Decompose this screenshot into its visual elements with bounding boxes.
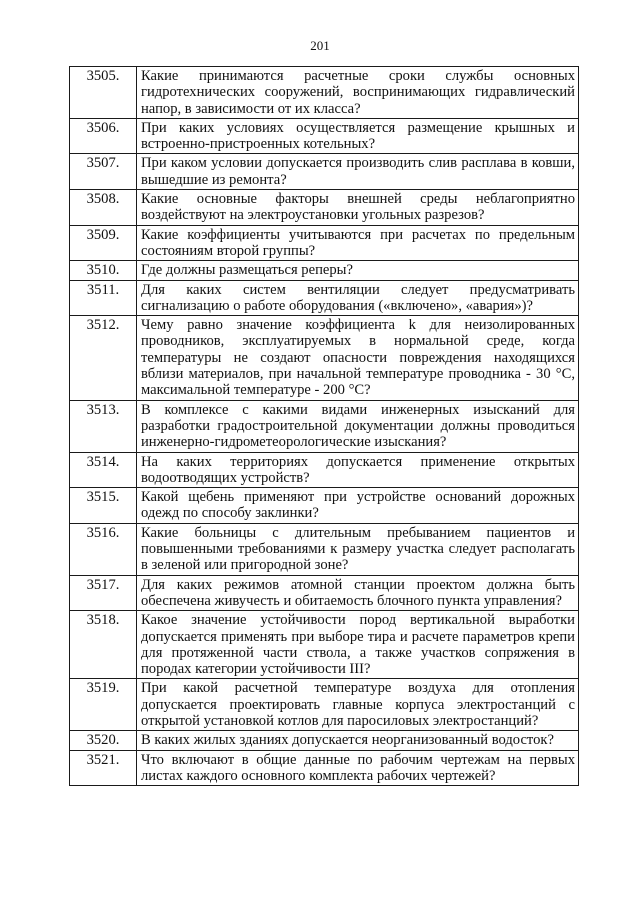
page-number: 201 [310,38,330,53]
table-row [70,731,579,750]
question-text: При каком условии допускается производить слив расплава в ковши, вышедшие из ремонта? [137,154,579,190]
table-row [70,679,579,731]
question-number: 3507. [70,154,137,190]
table-row [70,67,579,119]
table-row [70,523,579,575]
table-row [70,280,579,316]
table-row [70,316,579,400]
question-number: 3519. [70,679,137,731]
table-row [70,488,579,524]
question-text: Что включают в общие данные по рабочим чертежам на первых листах каждого основного комплекта рабочих чертежей? [137,750,579,786]
question-number: 3509. [70,225,137,261]
question-number: 3511. [70,280,137,316]
table-row [70,225,579,261]
question-text: Какой щебень применяют при устройстве оснований дорожных одежд по способу заклинки? [137,488,579,524]
table-row [70,575,579,611]
question-number: 3510. [70,261,137,280]
question-number: 3515. [70,488,137,524]
question-text: При каких условиях осуществляется размещение крышных и встроенно-пристроенных котельных? [137,118,579,154]
question-text: В каких жилых зданиях допускается неорганизованный водосток? [137,731,579,750]
table-row [70,611,579,679]
question-number: 3514. [70,452,137,488]
question-number: 3516. [70,523,137,575]
question-text: Для каких систем вентиляции следует предусматривать сигнализацию о работе оборудования («включено», «авария»)? [137,280,579,316]
question-text: На каких территориях допускается применение открытых водоотводящих устройств? [137,452,579,488]
table-row [70,400,579,452]
question-text: Для каких режимов атомной станции проектом должна быть обеспечена живучесть и обитаемость блочного пункта управления? [137,575,579,611]
table-row [70,750,579,786]
question-text: Какое значение устойчивости пород вертикальной выработки допускается применять при выборе тира и расчете параметров крепи для протяженной части ствола, а также участков сопряжения в породах категории устойчивости III? [137,611,579,679]
table-row [70,154,579,190]
question-text: Какие принимаются расчетные сроки службы основных гидротехнических сооружений, воспринимающих гидравлический напор, в зависимости от их класса? [137,67,579,119]
question-number: 3520. [70,731,137,750]
question-text: Чему равно значение коэффициента k для неизолированных проводников, эксплуатируемых в нормальной среде, когда температуры не создают опасности повреждения находящихся вблизи материалов, при начальной температуре проводника - 30 °С, максимальной температуре - 200 °С? [137,316,579,400]
question-number: 3508. [70,190,137,226]
question-text: При какой расчетной температуре воздуха для отопления допускается проектировать главные корпуса электростанций с открытой установкой котлов для паросиловых электростанций? [137,679,579,731]
question-text: Какие больницы с длительным пребыванием пациентов и повышенными требованиями к размеру участка следует располагать в зеленой или пригородной зоне? [137,523,579,575]
questions-table [69,66,579,786]
question-number: 3513. [70,400,137,452]
question-number: 3521. [70,750,137,786]
question-text: Где должны размещаться реперы? [137,261,579,280]
question-text: В комплексе с какими видами инженерных изысканий для разработки градостроительной документации должны проводиться инженерно-гидрометеорологические изыскания? [137,400,579,452]
table-row [70,118,579,154]
question-number: 3506. [70,118,137,154]
table-row [70,190,579,226]
question-text: Какие основные факторы внешней среды неблагоприятно воздействуют на электроустановки угольных разрезов? [137,190,579,226]
question-text: Какие коэффициенты учитываются при расчетах по предельным состояниям второй группы? [137,225,579,261]
question-number: 3517. [70,575,137,611]
table-row [70,261,579,280]
question-number: 3512. [70,316,137,400]
question-number: 3505. [70,67,137,119]
table-row [70,452,579,488]
question-number: 3518. [70,611,137,679]
questions-table-body [70,67,579,786]
